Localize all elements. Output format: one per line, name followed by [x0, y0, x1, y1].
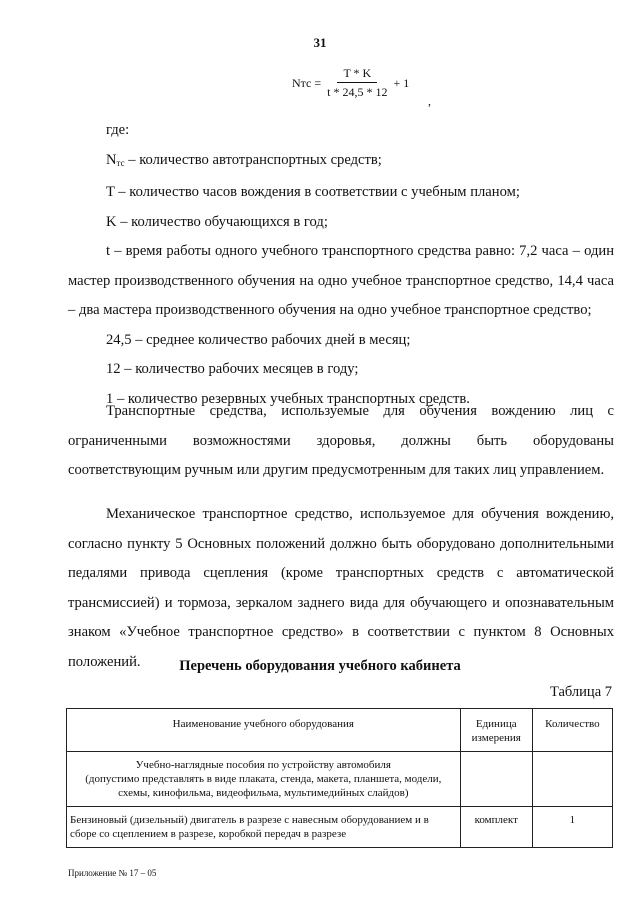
definition-t-time: t – время работы одного учебного транспортного средства равно: 7,2 часа – один мастер производственного обучения на одно учебное транспортное средство, 14,4 часа – два мастера производственного обучения на одно учебное транспортное средство;	[68, 243, 614, 318]
definition-reserve: 1 – количество резервных учебных транспортных средств.	[106, 390, 470, 407]
vehicle-count-formula	[292, 66, 431, 108]
formula-comma: ,	[428, 94, 431, 108]
group-note: (допустимо представлять в виде плаката, стенда, макета, планшета, модели, схемы, кинофильма, видеофильма, мультимедийных слайдов)	[85, 773, 442, 799]
group-unit-cell	[460, 752, 532, 807]
header-name: Наименование учебного оборудования	[67, 709, 461, 752]
section-title: Перечень оборудования учебного кабинета	[179, 658, 461, 674]
definition-ntc	[68, 146, 614, 179]
definition-t-hours: T – количество часов вождения в соответствии с учебным планом;	[106, 184, 520, 200]
table-header-row	[67, 709, 613, 752]
where-label: где:	[106, 122, 130, 138]
page-footer: Приложение № 17 – 05	[68, 868, 157, 878]
row-name: Бензиновый (дизельный) двигатель в разрезе с навесным оборудованием и в сборе со сцеплением в разрезе, коробкой передач в разрезе	[67, 807, 461, 848]
ntc-text: – количество автотранспортных средств;	[124, 151, 382, 168]
formula-lhs: Nтс =	[292, 75, 322, 90]
paragraph-mechanical-vehicle	[68, 500, 614, 677]
row-unit: комплект	[460, 807, 532, 848]
definitions-block	[68, 116, 614, 414]
equipment-table	[66, 708, 613, 848]
definition-k: K – количество обучающихся в год;	[106, 213, 328, 230]
formula-numerator: T * K	[337, 66, 377, 83]
paragraph-limited-mobility	[68, 397, 614, 486]
paragraph-limited-text: Транспортные средства, используемые для обучения вождению лиц с ограниченными возможностями здоровья, должны быть оборудованы соответствующим ручным или другим предусмотренным для таких лиц управлением.	[68, 403, 614, 478]
formula-denominator: t * 24,5 * 12	[327, 85, 388, 99]
group-qty-cell	[532, 752, 612, 807]
definition-months: 12 – количество рабочих месяцев в году;	[106, 361, 359, 377]
page-number: 31	[313, 35, 327, 50]
formula-fraction	[327, 66, 387, 100]
group-title: Учебно-наглядные пособия по устройству автомобиля	[135, 759, 391, 771]
ntc-subscript: тс	[116, 157, 125, 168]
table-group-row	[67, 752, 613, 807]
group-cell	[67, 752, 461, 807]
definition-days: 24,5 – среднее количество рабочих дней в месяц;	[106, 331, 411, 348]
ntc-symbol: N	[106, 151, 117, 168]
row-qty: 1	[532, 807, 612, 848]
header-qty: Количество	[532, 709, 612, 752]
paragraph-mechanical-text: Механическое транспортное средство, используемое для обучения вождению, согласно пункту 5 Основных положений должно быть оборудовано дополнительными педалями привода сцепления (кроме транспортных средств с автоматической трансмиссией) и тормоза, зеркалом заднего вида для обучающего и опознавательным знаком «Учебное транспортное средство» в соответствии с пунктом 8 Основных положений.	[68, 506, 614, 670]
table-label: Таблица 7	[549, 684, 612, 700]
formula-plus-term: + 1	[393, 75, 410, 90]
table-row	[67, 807, 613, 848]
header-unit: Единица измерения	[460, 709, 532, 752]
